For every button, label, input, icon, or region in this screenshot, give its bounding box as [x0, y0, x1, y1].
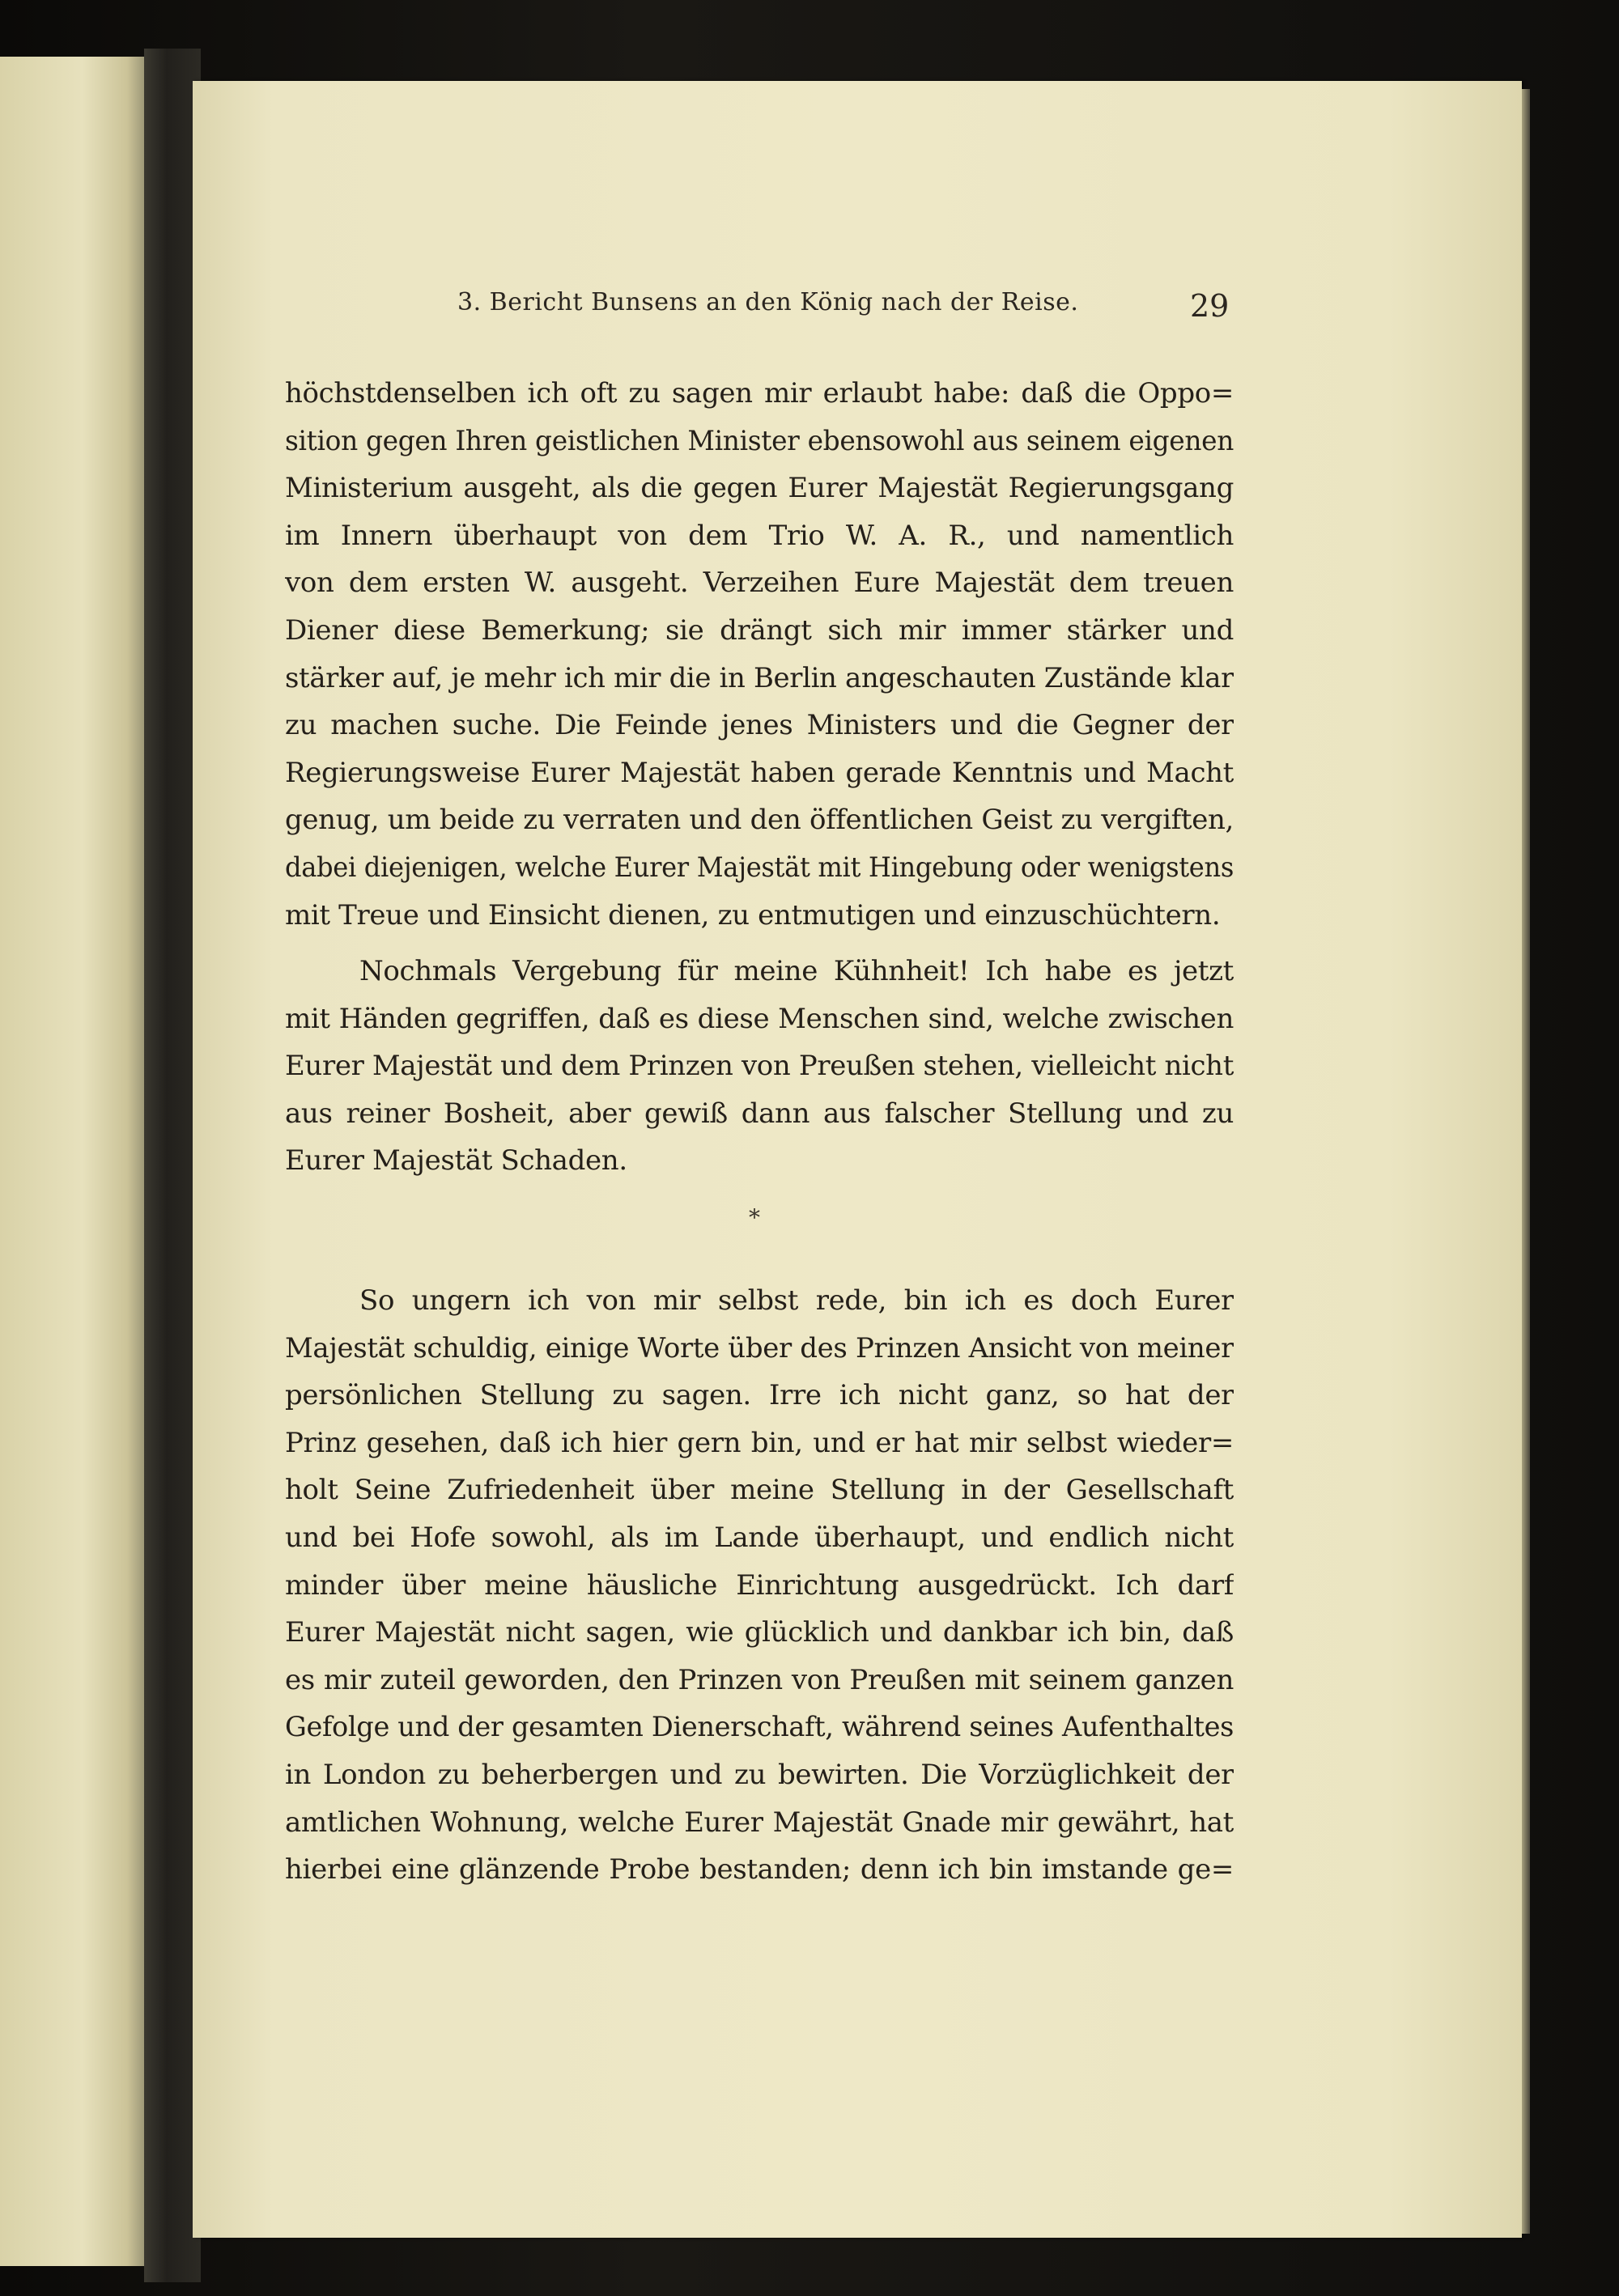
text-line: amtlichen Wohnung, welche Eurer Majestät Gnade mir gewährt, hat	[285, 1806, 1234, 1839]
text-line: Majestät schuldig, einige Worte über des Prinzen Ansicht von meiner	[285, 1331, 1234, 1364]
text-line: aus reiner Bosheit, aber gewiß dann aus falscher Stellung und zu	[285, 1097, 1234, 1130]
text-line: Eurer Majestät und dem Prinzen von Preußen stehen, vielleicht nicht	[285, 1050, 1234, 1083]
paragraph-2	[285, 948, 1234, 1185]
text-line: es mir zuteil geworden, den Prinzen von Preußen mit seinem ganzen	[285, 1663, 1234, 1696]
text-line: Eurer Majestät nicht sagen, wie glücklich und dankbar ich bin, daß	[285, 1616, 1234, 1649]
text-line: Ministerium ausgeht, als die gegen Eurer Majestät Regierungsgang	[285, 472, 1234, 505]
running-title: 3. Bericht Bunsens an den König nach der Reise.	[457, 288, 1079, 316]
text-line: Regierungsweise Eurer Majestät haben gerade Kenntnis und Macht	[285, 756, 1234, 789]
text-line: hierbei eine glänzende Probe bestanden; denn ich bin imstande ge=	[285, 1853, 1234, 1886]
text-line: Prinz gesehen, daß ich hier gern bin, und er hat mir selbst wieder=	[285, 1426, 1234, 1459]
left-page-edge	[0, 57, 150, 2266]
paragraph-1	[285, 370, 1234, 939]
text-line: Gefolge und der gesamten Dienerschaft, während seines Aufenthaltes	[285, 1711, 1234, 1744]
text-line: dabei diejenigen, welche Eurer Majestät mit Hingebung oder wenigstens	[285, 851, 1234, 884]
text-line: höchstdenselben ich oft zu sagen mir erlaubt habe: daß die Oppo=	[285, 377, 1234, 410]
text-line: minder über meine häusliche Einrichtung ausgedrückt. Ich darf	[285, 1568, 1234, 1602]
page-number: 29	[1190, 288, 1230, 324]
text-line: sition gegen Ihren geistlichen Minister ebensowohl aus seinem eigenen	[285, 424, 1234, 457]
text-line: mit Händen gegriffen, daß es diese Menschen sind, welche zwischen	[285, 1002, 1234, 1035]
text-line: So ungern ich von mir selbst rede, bin ich es doch Eurer	[359, 1284, 1234, 1317]
text-line: genug, um beide zu verraten und den öffentlichen Geist zu vergiften,	[285, 804, 1234, 837]
text-line: holt Seine Zufriedenheit über meine Stellung in der Gesellschaft	[285, 1474, 1234, 1507]
text-line: zu machen suche. Die Feinde jenes Ministers und die Gegner der	[285, 709, 1234, 742]
section-break-asterisk: *	[749, 1204, 760, 1231]
text-line: Nochmals Vergebung für meine Kühnheit! Ich habe es jetzt	[359, 955, 1234, 987]
text-line: und bei Hofe sowohl, als im Lande überhaupt, und endlich nicht	[285, 1521, 1234, 1554]
text-line: von dem ersten W. ausgeht. Verzeihen Eure Majestät dem treuen	[285, 567, 1234, 600]
text-line: Eurer Majestät Schaden.	[285, 1144, 627, 1178]
text-line: im Innern überhaupt von dem Trio W. A. R., und namentlich	[285, 519, 1234, 552]
page-fore-edge	[1522, 89, 1530, 2234]
text-line: Diener diese Bemerkung; sie drängt sich mir immer stärker und	[285, 613, 1234, 647]
running-header	[421, 285, 1234, 325]
paragraph-3	[285, 1277, 1234, 1894]
text-line: stärker auf, je mehr ich mir die in Berlin angeschauten Zustände klar	[285, 661, 1234, 694]
text-line: in London zu beherbergen und zu bewirten. Die Vorzüglichkeit der	[285, 1758, 1234, 1791]
text-line: persönlichen Stellung zu sagen. Irre ich nicht ganz, so hat der	[285, 1379, 1234, 1412]
text-line: mit Treue und Einsicht dienen, zu entmutigen und einzuschüchtern.	[285, 898, 1221, 932]
